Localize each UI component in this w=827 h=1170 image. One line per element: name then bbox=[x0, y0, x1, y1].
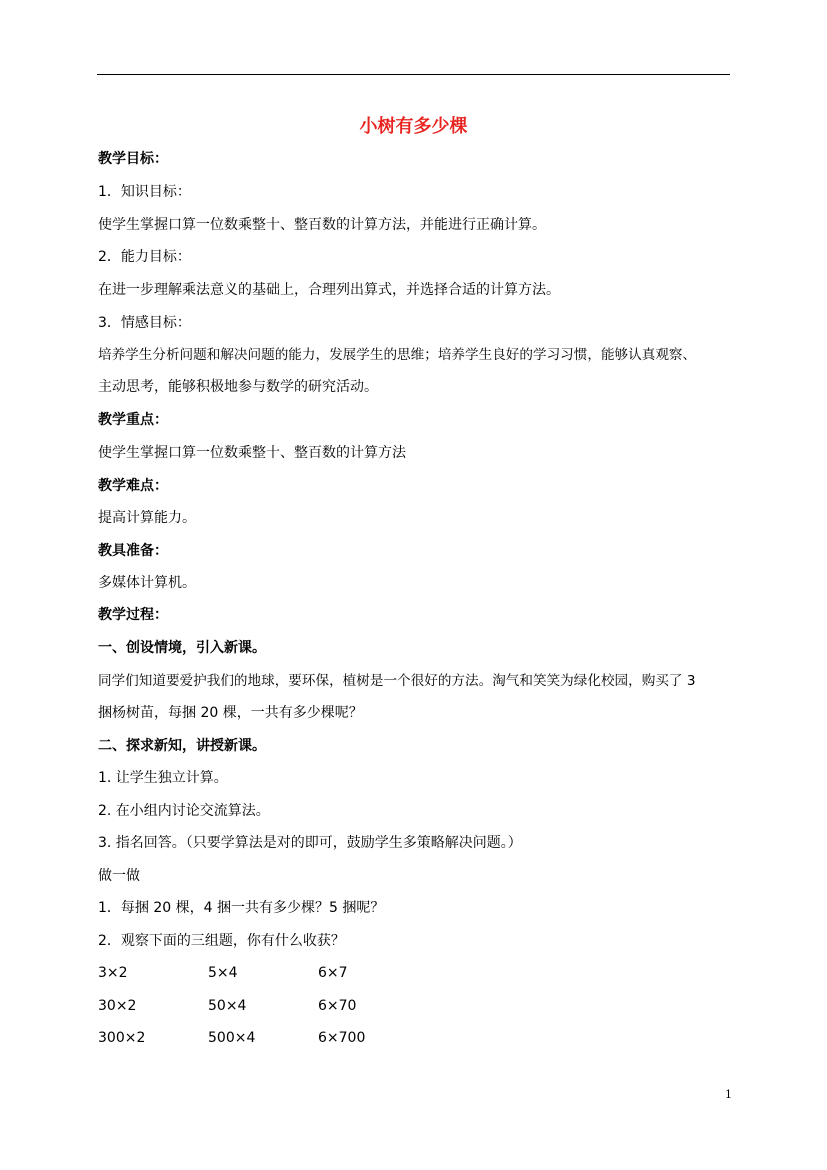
page-number: 1 bbox=[725, 1088, 732, 1101]
goal2-text: 在进一步理解乘法意义的基础上，合理列出算式，并选择合适的计算方法。 bbox=[98, 282, 560, 298]
practice-heading: 做一做 bbox=[98, 868, 140, 884]
keypoint-text: 使学生掌握口算一位数乘整十、整百数的计算方法 bbox=[98, 445, 406, 461]
step-1: 1. 让学生独立计算。 bbox=[98, 770, 228, 786]
calc-cell: 5×4 bbox=[208, 965, 238, 981]
header-rule bbox=[97, 74, 730, 75]
goal1-text: 使学生掌握口算一位数乘整十、整百数的计算方法，并能进行正确计算。 bbox=[98, 217, 546, 233]
part1-heading: 一、创设情境，引入新课。 bbox=[98, 640, 266, 656]
difficulty-text: 提高计算能力。 bbox=[98, 510, 196, 526]
step-3: 3. 指名回答。（只要学算法是对的即可，鼓励学生多策略解决问题。） bbox=[98, 835, 522, 851]
practice-1: 1．每捆 20 棵，4 捆一共有多少棵？5 捆呢？ bbox=[98, 900, 385, 916]
part1-text-line2: 捆杨树苗，每捆 20 棵，一共有多少棵呢？ bbox=[98, 705, 363, 721]
process-heading: 教学过程： bbox=[98, 607, 168, 623]
goal1-label: 1．知识目标： bbox=[98, 184, 191, 200]
step-2: 2. 在小组内讨论交流算法。 bbox=[98, 803, 270, 819]
goal3-text-line2: 主动思考，能够积极地参与数学的研究活动。 bbox=[98, 379, 378, 395]
keypoint-heading: 教学重点： bbox=[98, 412, 168, 428]
document-title: 小树有多少棵 bbox=[359, 116, 468, 137]
calc-cell: 6×700 bbox=[318, 1030, 366, 1046]
calc-cell: 300×2 bbox=[98, 1030, 146, 1046]
calc-cell: 50×4 bbox=[208, 998, 247, 1014]
calc-cell: 500×4 bbox=[208, 1030, 256, 1046]
part1-text-line1: 同学们知道要爱护我们的地球，要环保，植树是一个很好的方法。淘气和笑笑为绿化校园，购买了 3 bbox=[98, 673, 696, 689]
goals-heading: 教学目标： bbox=[98, 151, 168, 167]
calc-cell: 3×2 bbox=[98, 965, 128, 981]
practice-2: 2．观察下面的三组题，你有什么收获？ bbox=[98, 933, 345, 949]
part2-heading: 二、探求新知，讲授新课。 bbox=[98, 738, 266, 754]
goal3-label: 3．情感目标： bbox=[98, 315, 191, 331]
calc-cell: 6×70 bbox=[318, 998, 357, 1014]
difficulty-heading: 教学难点： bbox=[98, 478, 168, 494]
materials-text: 多媒体计算机。 bbox=[98, 575, 196, 591]
materials-heading: 教具准备： bbox=[98, 543, 168, 559]
calc-cell: 6×7 bbox=[318, 965, 348, 981]
goal2-label: 2．能力目标： bbox=[98, 249, 191, 265]
calc-cell: 30×2 bbox=[98, 998, 137, 1014]
goal3-text-line1: 培养学生分析问题和解决问题的能力，发展学生的思维；培养学生良好的学习习惯，能够认真观察、 bbox=[98, 347, 697, 363]
